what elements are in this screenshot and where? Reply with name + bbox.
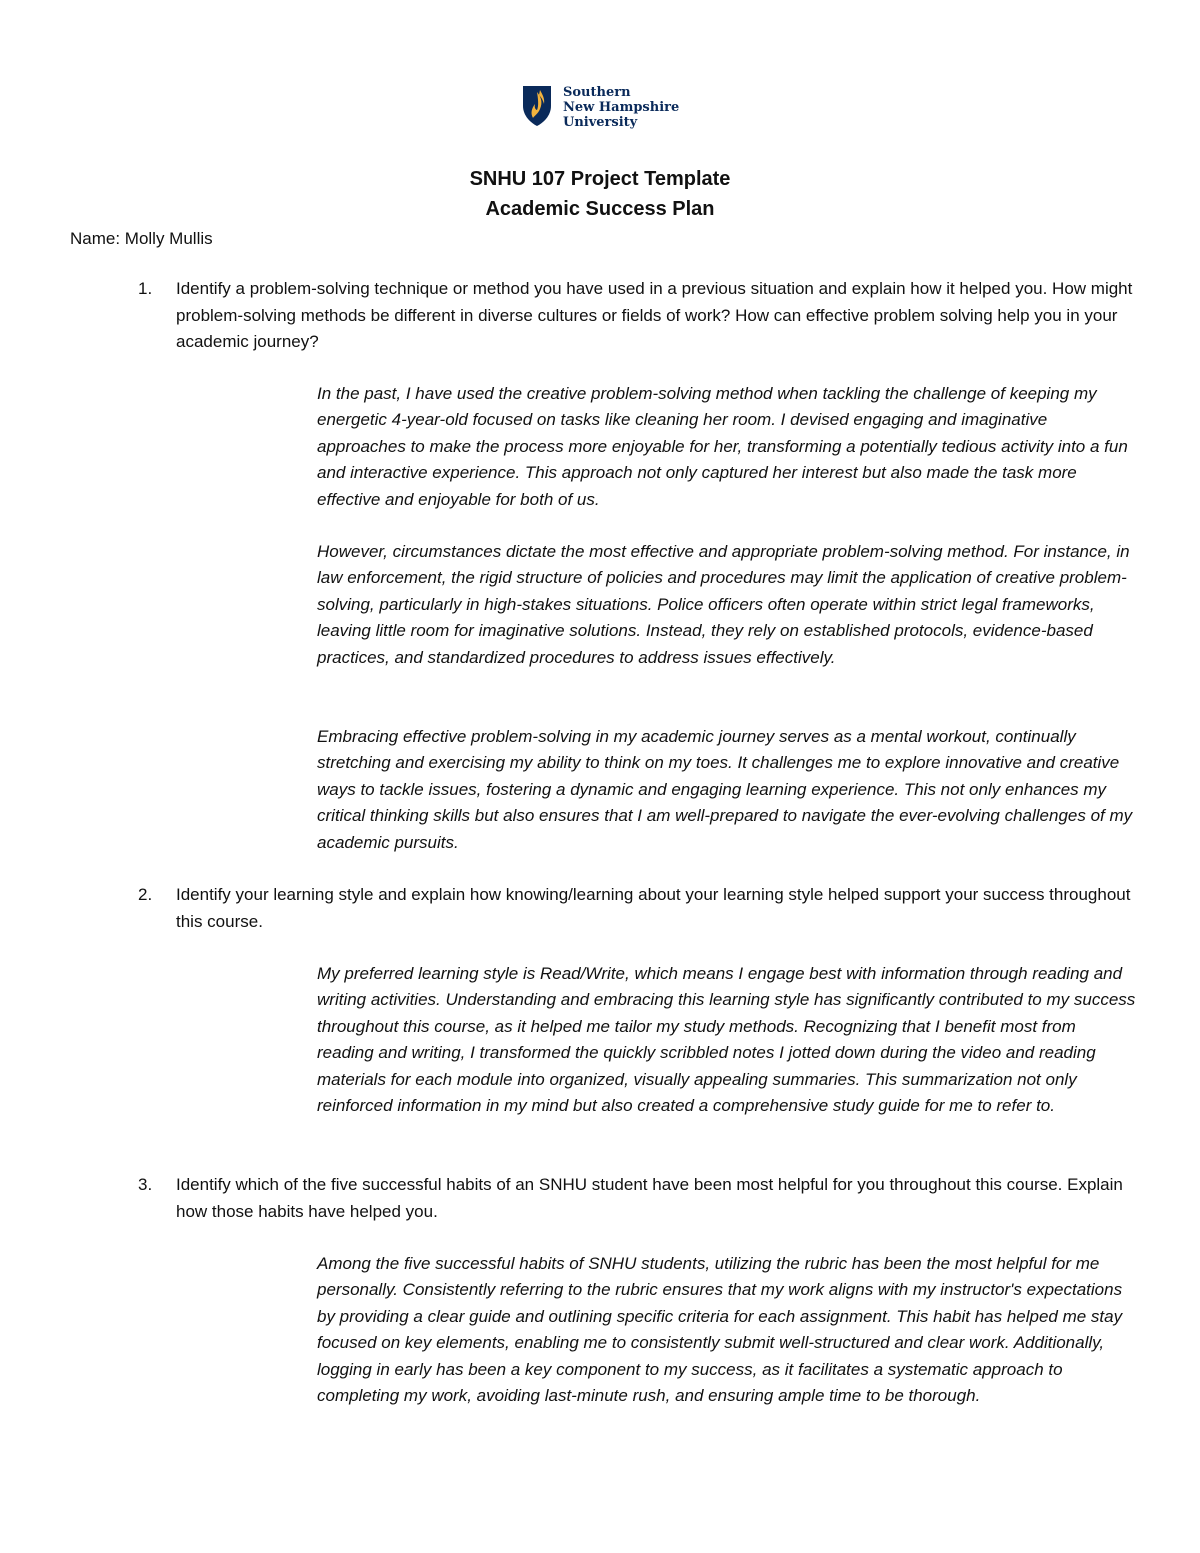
document-subtitle: Academic Success Plan (485, 198, 715, 220)
question-text: Identify which of the five successful habits of an SNHU student have been most helpful for you throughout this course. Explain how those habits have helped you. (176, 1175, 1123, 1221)
answer-paragraph (317, 961, 1137, 1119)
answer-text: Embracing effective problem-solving in my academic journey serves as a mental workout, continually stretching and exercising my ability to think on my toes. It challenges me to explore innovative and creative ways to tackle issues, fostering a dynamic and engaging learning experience. This not only enhances my critical thinking skills but also ensures that I am well-prepared to navigate the ever-evolving challenges of my academic pursuits. (317, 727, 1133, 852)
question-number: 2. (138, 885, 153, 904)
university-logo (521, 84, 701, 132)
shield-flame-icon (521, 84, 553, 128)
answer-text: In the past, I have used the creative problem-solving method when tackling the challenge of keeping my energetic 4-year-old focused on tasks like cleaning her room. I devised engaging and imaginative approaches to make the process more enjoyable for her, transforming a potentially tedious activity into a fun and interactive experience. This approach not only captured her interest but also made the task more effective and enjoyable for both of us. (317, 384, 1128, 509)
answer-text: However, circumstances dictate the most effective and appropriate problem-solving method. For instance, in law enforcement, the rigid structure of policies and procedures may limit the application of creative problem-solving, particularly in high-stakes situations. Police officers often operate within strict legal frameworks, leaving little room for imaginative solutions. Instead, they rely on established protocols, evidence-based practices, and standardized procedures to address issues effectively. (317, 542, 1130, 667)
student-name: Name: Molly Mullis (70, 229, 213, 248)
question-number: 3. (138, 1175, 153, 1194)
answer-paragraph (317, 1251, 1137, 1409)
question-text: Identify your learning style and explain how knowing/learning about your learning style helped support your success throughout this course. (176, 885, 1131, 931)
answer-text: My preferred learning style is Read/Write, which means I engage best with information through reading and writing activities. Understanding and embracing this learning style has significantly contributed to my success throughout this course, as it helped me tailor my study methods. Recognizing that I benefit most from reading and writing, I transformed the quickly scribbled notes I jotted down during the video and reading materials for each module into organized, visually appealing summaries. This summarization not only reinforced information in my mind but also created a comprehensive study guide for me to refer to. (317, 964, 1136, 1116)
logo-line-1: Southern (563, 85, 631, 100)
question-number: 1. (138, 279, 153, 298)
answer-paragraph (317, 724, 1137, 856)
question-text: Identify a problem-solving technique or method you have used in a previous situation and explain how it helped you. How might problem-solving methods be different in diverse cultures or fields of work? How can effective problem solving help you in your academic journey? (176, 279, 1133, 351)
logo-line-2: New Hampshire (563, 100, 680, 115)
answer-paragraph (317, 539, 1137, 671)
document-title: SNHU 107 Project Template (469, 168, 731, 190)
answer-paragraph (317, 381, 1137, 513)
logo-line-3: University (563, 115, 638, 130)
answer-text: Among the five successful habits of SNHU students, utilizing the rubric has been the most helpful for me personally. Consistently referring to the rubric ensures that my work aligns with my instructor's expectations by providing a clear guide and outlining specific criteria for each assignment. This habit has helped me stay focused on key elements, enabling me to consistently submit well-structured and clear work. Additionally, logging in early has been a key component to my success, as it facilitates a systematic approach to completing my work, avoiding last-minute rush, and ensuring ample time to be thorough. (317, 1254, 1123, 1406)
